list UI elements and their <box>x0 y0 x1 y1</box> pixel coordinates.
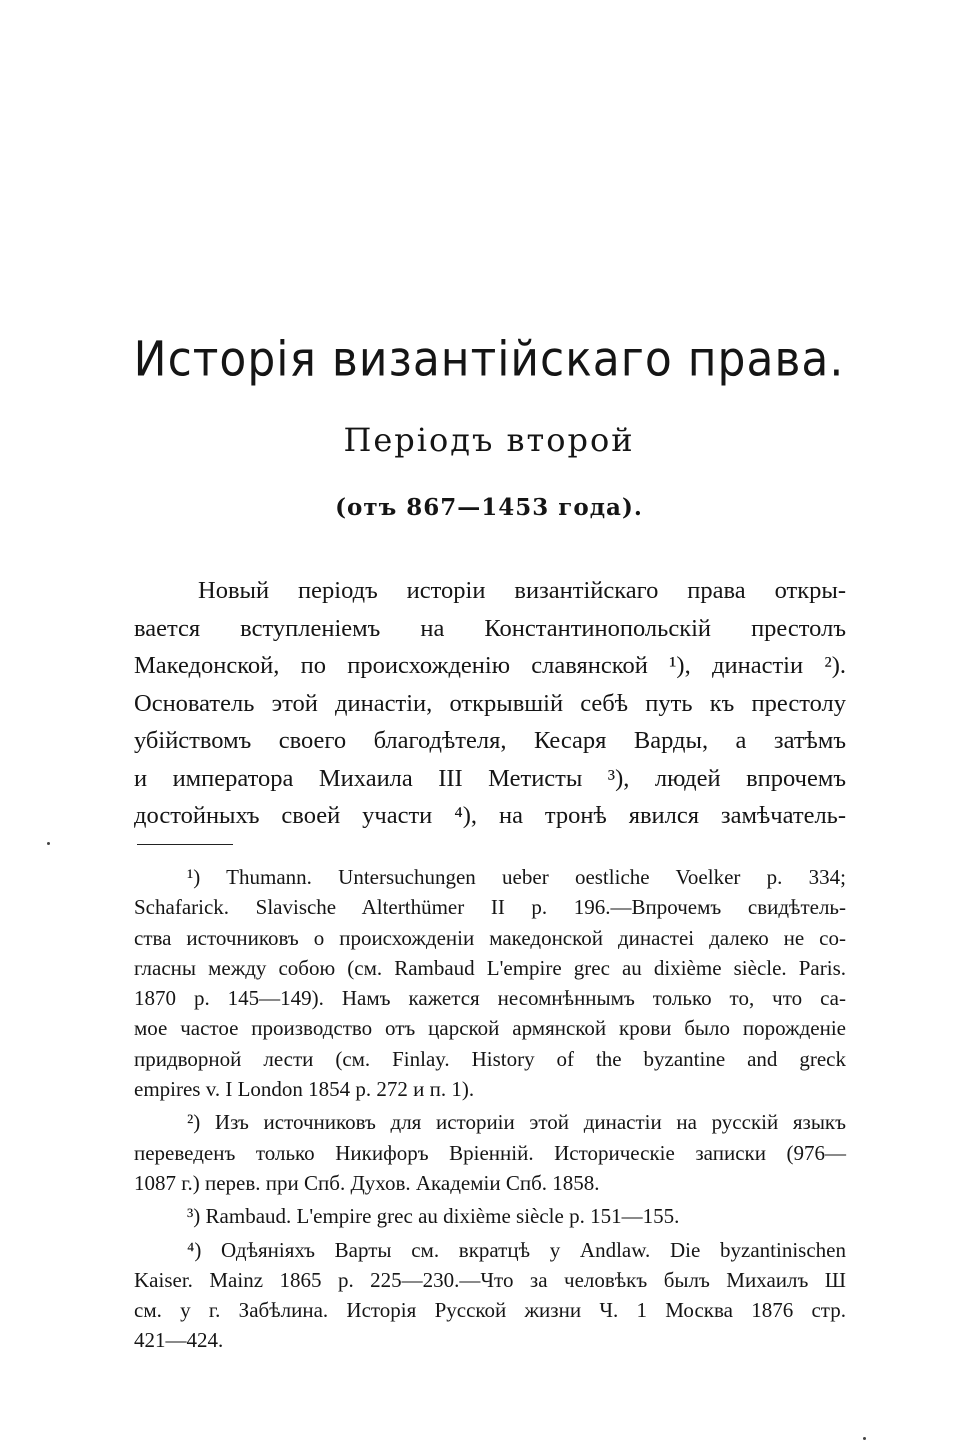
footnote-line: ¹) Thumann. Untersuchungen ueber oestliche Voelker p. 334; <box>187 865 846 889</box>
footnote-line: ³) Rambaud. L'empire grec au dixième siècle p. 151—155. <box>187 1204 680 1229</box>
footnote-divider <box>137 844 233 845</box>
paragraph-line: Македонской, по происхожденію славянской ¹), династіи ²). <box>134 652 846 679</box>
paragraph-line: Новый періодъ исторіи византійскаго права откры- <box>198 577 846 604</box>
footnote-line: ⁴) Одѣяніяхъ Варты см. вкратцѣ у Andlaw. Die byzantinischen <box>187 1237 846 1262</box>
page-title: Исторія византійскаго права. <box>133 331 845 388</box>
paragraph-line: и императора Михаила III Метисты ³), людей впрочемъ <box>134 764 846 792</box>
paragraph-line: вается вступленіемъ на Константинопольскій престолъ <box>134 614 846 642</box>
main-paragraph <box>134 572 846 835</box>
footnote-1 <box>134 862 846 1104</box>
footnote-3 <box>134 1201 846 1231</box>
footnotes <box>134 862 846 1356</box>
footnote-line: мое частое производство отъ царской армянской крови было порожденіе <box>134 1016 846 1041</box>
footnote-line: Schafarick. Slavische Alterthümer II p. 196.—Впрочемъ свидѣтель- <box>134 895 846 920</box>
footnote-line: 1087 г.) перев. при Спб. Духов. Академіи Спб. 1858. <box>134 1170 600 1195</box>
footnote-line: 421—424. <box>134 1328 224 1353</box>
paper-speck <box>863 1437 866 1440</box>
paragraph-line: достойныхъ своей участи ⁴), на тронѣ явился замѣчатель- <box>134 802 846 829</box>
paper-speck <box>47 842 50 845</box>
footnote-line: гласны между собою (см. Rambaud L'empire grec au dixième siècle. Paris. <box>134 955 846 980</box>
paragraph-line: Основатель этой династіи, открывшій себѣ путь къ престолу <box>134 689 846 717</box>
footnote-line: ства источниковъ о происхожденіи македонской династеі далеко не со- <box>134 925 846 950</box>
footnote-line: 1870 p. 145—149). Намъ кажется несомнѣннымъ только то, что са- <box>134 986 846 1011</box>
footnote-line: ²) Изъ источниковъ для историіи этой династіи на русскій языкъ <box>187 1110 846 1135</box>
footnote-2 <box>134 1107 846 1198</box>
paragraph-line: убійствомъ своего благодѣтеля, Кесаря Варды, а затѣмъ <box>134 727 846 754</box>
footnote-4 <box>134 1235 846 1356</box>
period-subtitle: Періодъ второй <box>343 421 635 459</box>
footnote-line: см. у г. Забѣлина. Исторія Русской жизни Ч. 1 Москва 1876 стр. <box>134 1298 846 1323</box>
footnote-line: придворной лести (см. Finlay. History of the byzantine and greck <box>134 1046 846 1071</box>
footnote-line: empires v. I London 1854 p. 272 и п. 1). <box>134 1077 475 1102</box>
footnote-line: переведенъ только Никифоръ Вріенній. Историческіе записки (976— <box>134 1140 846 1165</box>
footnote-line: Kaiser. Mainz 1865 p. 225—230.—Что за человѣкъ былъ Михаилъ Ш <box>134 1267 846 1292</box>
date-range: (отъ 867—1453 года). <box>335 494 643 521</box>
